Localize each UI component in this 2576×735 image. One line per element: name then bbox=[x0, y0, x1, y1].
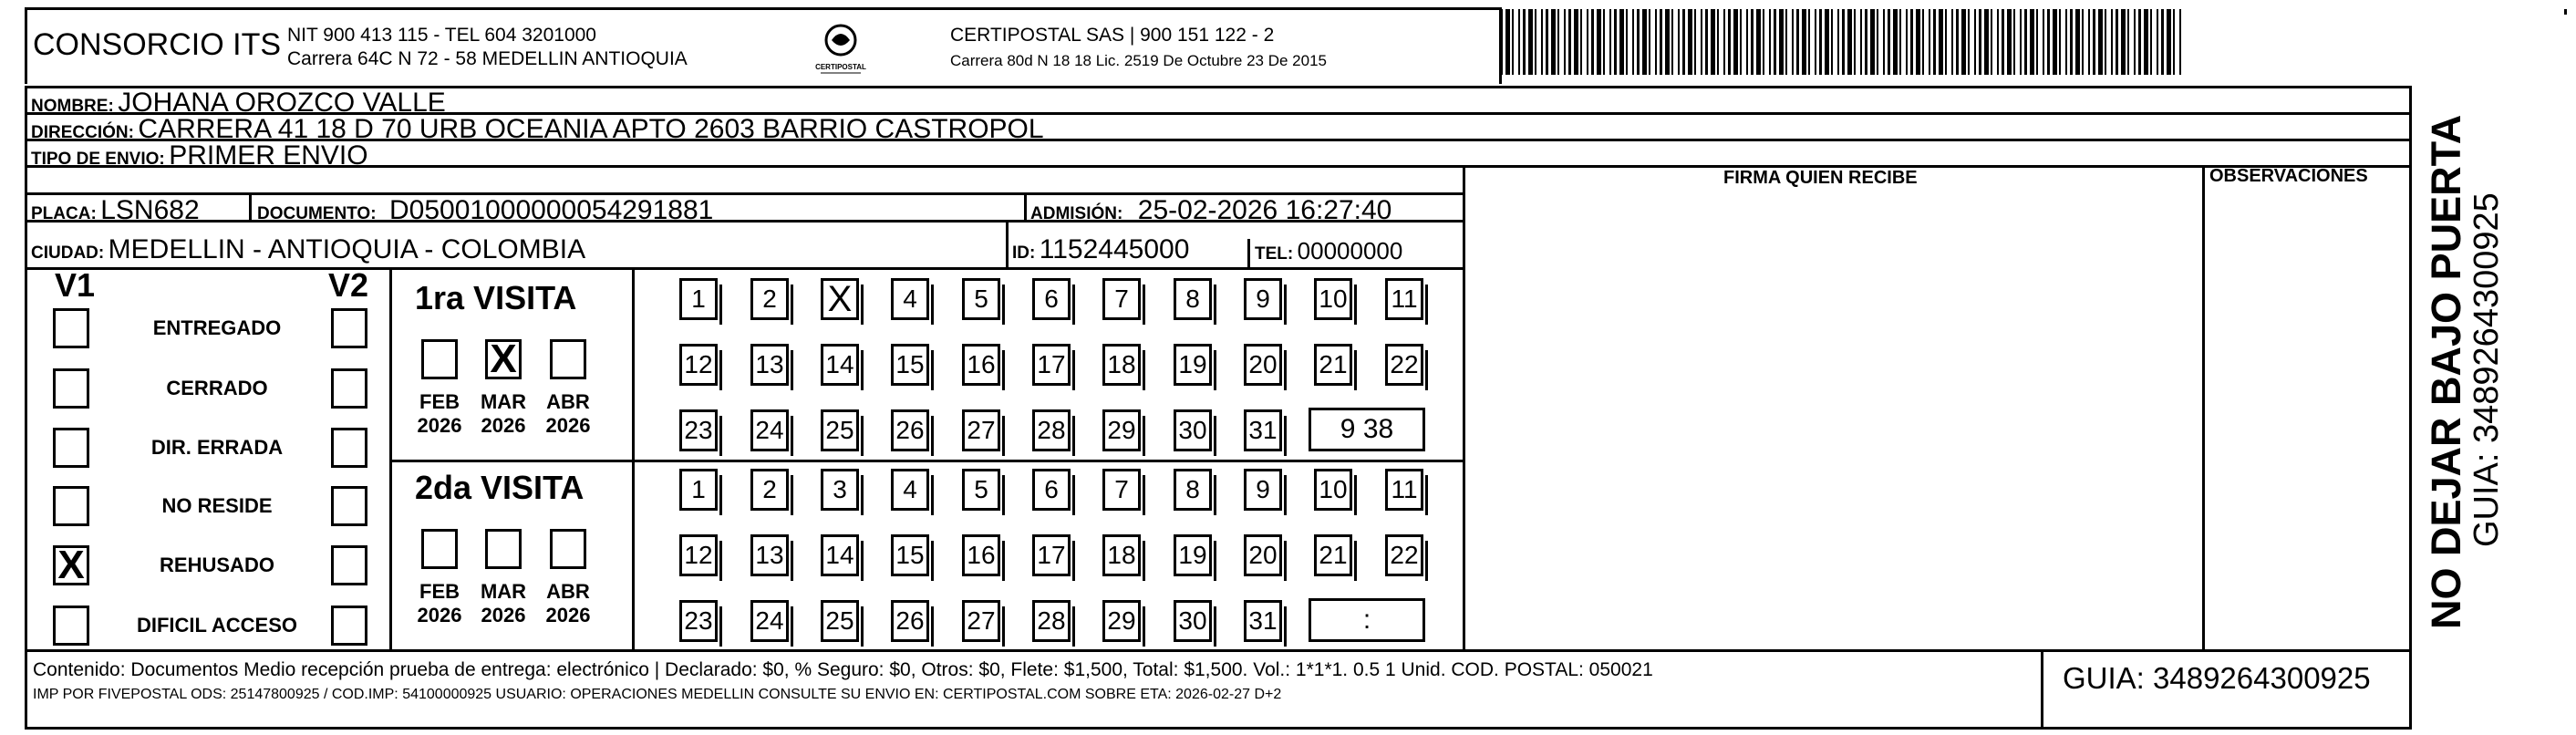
day-box[interactable]: 6 bbox=[1032, 469, 1071, 511]
footer-contenido: Contenido: Documentos Medio recepción prueba de entrega: electrónico | Declarado: $0, % Seguro: $0, Otros: $0, Flete: $1,500, Total: $1,500. Vol.: 1*1*1. 0.5 1 Unid. COD. POSTAL: 050021 bbox=[33, 659, 1653, 680]
status-label: DIR. ERRADA bbox=[150, 436, 284, 459]
day-box[interactable]: 16 bbox=[962, 534, 1000, 576]
day-box[interactable]: 12 bbox=[679, 534, 718, 576]
direccion-field: DIRECCIÓN: CARRERA 41 18 D 70 URB OCEANIA APTO 2603 BARRIO CASTROPOL bbox=[31, 114, 1044, 144]
time-box[interactable]: : bbox=[1309, 598, 1425, 642]
tel-divider bbox=[1247, 239, 1250, 267]
id-divider bbox=[1006, 220, 1009, 267]
day-box[interactable]: 8 bbox=[1174, 278, 1212, 320]
admision-divider bbox=[1024, 192, 1027, 220]
footer-guia-divider bbox=[2041, 649, 2043, 730]
month-checkbox[interactable]: X bbox=[485, 339, 522, 379]
visit-divider bbox=[389, 460, 1465, 462]
v2-checkbox[interactable] bbox=[331, 486, 367, 526]
documento-value: D05001000000054291881 bbox=[389, 195, 714, 225]
obs-divider bbox=[2202, 165, 2205, 652]
day-box[interactable]: 15 bbox=[891, 344, 929, 386]
day-box[interactable]: 19 bbox=[1174, 344, 1212, 386]
day-box[interactable]: 1 bbox=[679, 469, 718, 511]
v1-checkbox[interactable] bbox=[53, 368, 89, 409]
status-label: REHUSADO bbox=[160, 554, 274, 576]
day-box[interactable]: 21 bbox=[1314, 534, 1352, 576]
day-box[interactable]: 3 bbox=[821, 469, 859, 511]
day-box[interactable]: 14 bbox=[821, 534, 859, 576]
month-year: 2026 bbox=[417, 414, 462, 437]
day-box[interactable]: 30 bbox=[1174, 409, 1212, 451]
footer-divider bbox=[25, 649, 2412, 652]
day-box[interactable]: 5 bbox=[962, 278, 1000, 320]
tipo-envio-field: TIPO DE ENVIO: PRIMER ENVIO bbox=[31, 140, 368, 171]
nombre-field: NOMBRE: JOHANA OROZCO VALLE bbox=[31, 88, 446, 118]
month-label: FEB bbox=[419, 580, 460, 603]
main-frame bbox=[25, 86, 2412, 730]
certipostal-address: Carrera 80d N 18 18 Lic. 2519 De Octubre 23 De 2015 bbox=[950, 52, 1327, 69]
footer-guia: GUIA: 3489264300925 bbox=[2063, 661, 2371, 695]
day-box[interactable]: 24 bbox=[750, 600, 789, 642]
day-box[interactable]: 13 bbox=[750, 534, 789, 576]
visit1-title: 1ra VISITA bbox=[415, 279, 577, 316]
month-label: MAR bbox=[480, 580, 527, 603]
month-checkbox[interactable] bbox=[421, 339, 458, 379]
day-box[interactable]: 31 bbox=[1244, 409, 1282, 451]
firma-divider bbox=[1463, 165, 1465, 652]
day-box[interactable]: 23 bbox=[679, 600, 718, 642]
status-divider bbox=[389, 267, 392, 652]
day-box[interactable]: 4 bbox=[891, 278, 929, 320]
month-checkbox[interactable] bbox=[550, 339, 586, 379]
day-box[interactable]: 17 bbox=[1032, 534, 1071, 576]
month-checkbox[interactable] bbox=[421, 529, 458, 569]
month-year: 2026 bbox=[545, 414, 591, 437]
day-box[interactable]: 12 bbox=[679, 344, 718, 386]
month-label: ABR bbox=[546, 580, 590, 603]
day-box[interactable]: 23 bbox=[679, 409, 718, 451]
svg-text:CERTIPOSTAL: CERTIPOSTAL bbox=[815, 63, 866, 71]
day-box[interactable]: 24 bbox=[750, 409, 789, 451]
no-dejar-warning: NO DEJAR BAJO PUERTA bbox=[2423, 114, 2469, 629]
status-label: CERRADO bbox=[166, 377, 268, 399]
month-year: 2026 bbox=[545, 604, 591, 626]
firma-label: FIRMA QUIEN RECIBE bbox=[1723, 168, 1918, 188]
day-box[interactable]: 29 bbox=[1102, 600, 1141, 642]
day-box[interactable]: 22 bbox=[1385, 534, 1423, 576]
day-box[interactable]: 27 bbox=[962, 409, 1000, 451]
day-box[interactable]: 22 bbox=[1385, 344, 1423, 386]
status-label: ENTREGADO bbox=[152, 316, 282, 339]
day-box[interactable]: 6 bbox=[1032, 278, 1071, 320]
id-value: 1152445000 bbox=[1039, 234, 1190, 264]
v2-checkbox[interactable] bbox=[331, 545, 367, 585]
day-box[interactable]: 18 bbox=[1102, 344, 1141, 386]
month-label: MAR bbox=[480, 390, 527, 413]
placa-field: PLACA: LSN682 bbox=[31, 195, 200, 225]
day-box[interactable]: 9 bbox=[1244, 278, 1282, 320]
certipostal-logo bbox=[812, 20, 870, 77]
day-box[interactable]: 2 bbox=[750, 469, 789, 511]
placa-divider bbox=[249, 192, 252, 220]
v1-checkbox[interactable] bbox=[53, 486, 89, 526]
day-box[interactable]: 18 bbox=[1102, 534, 1141, 576]
row-divider bbox=[25, 165, 2412, 168]
admision-field: ADMISIÓN: 25-02-2026 16:27:40 bbox=[1030, 195, 1392, 225]
v1-checkbox[interactable] bbox=[53, 428, 89, 468]
certipostal-info: CERTIPOSTAL SAS | 900 151 122 - 2 bbox=[950, 25, 1275, 46]
v2-checkbox[interactable] bbox=[331, 308, 367, 348]
day-box[interactable]: 7 bbox=[1102, 469, 1141, 511]
month-checkbox[interactable] bbox=[485, 529, 522, 569]
side-guia: GUIA: 3489264300925 bbox=[2467, 192, 2506, 547]
company-name: CONSORCIO ITS bbox=[33, 27, 282, 62]
month-label: ABR bbox=[546, 390, 590, 413]
day-box[interactable]: X bbox=[821, 278, 859, 320]
status-label: DIFICIL ACCESO bbox=[136, 614, 297, 637]
day-box[interactable]: 26 bbox=[891, 600, 929, 642]
day-box[interactable]: 25 bbox=[821, 409, 859, 451]
v1-label: V1 bbox=[55, 266, 96, 304]
tipo-envio-value: PRIMER ENVIO bbox=[169, 140, 368, 171]
row-divider bbox=[25, 267, 1465, 270]
day-box[interactable]: 4 bbox=[891, 469, 929, 511]
day-box[interactable]: 10 bbox=[1314, 469, 1352, 511]
tel-value: 00000000 bbox=[1297, 237, 1403, 264]
day-box[interactable]: 5 bbox=[962, 469, 1000, 511]
day-box[interactable]: 13 bbox=[750, 344, 789, 386]
logo-icon bbox=[812, 20, 870, 77]
day-box[interactable]: 11 bbox=[1385, 469, 1423, 511]
month-year: 2026 bbox=[481, 604, 526, 626]
day-box[interactable]: 20 bbox=[1244, 344, 1282, 386]
id-field: ID: 1152445000 bbox=[1012, 234, 1190, 264]
v2-label: V2 bbox=[328, 266, 369, 304]
day-box[interactable]: 10 bbox=[1314, 278, 1352, 320]
day-box[interactable]: 11 bbox=[1385, 278, 1423, 320]
barcode bbox=[1500, 9, 2184, 75]
month-checkbox[interactable] bbox=[550, 529, 586, 569]
admision-value: 25-02-2026 16:27:40 bbox=[1137, 195, 1392, 225]
month-divider bbox=[632, 267, 635, 652]
month-year: 2026 bbox=[417, 604, 462, 626]
day-box[interactable]: 16 bbox=[962, 344, 1000, 386]
v1-checkbox[interactable] bbox=[53, 308, 89, 348]
day-box[interactable]: 29 bbox=[1102, 409, 1141, 451]
observaciones-label: OBSERVACIONES bbox=[2209, 166, 2368, 186]
v2-checkbox[interactable] bbox=[331, 428, 367, 468]
day-box[interactable]: 9 bbox=[1244, 469, 1282, 511]
day-box[interactable]: 26 bbox=[891, 409, 929, 451]
ciudad-field: CIUDAD: MEDELLIN - ANTIOQUIA - COLOMBIA bbox=[31, 234, 586, 264]
day-box[interactable]: 27 bbox=[962, 600, 1000, 642]
visit2-title: 2da VISITA bbox=[415, 469, 585, 506]
day-box[interactable]: 28 bbox=[1032, 409, 1071, 451]
day-box[interactable]: 25 bbox=[821, 600, 859, 642]
v2-checkbox[interactable] bbox=[331, 606, 367, 646]
day-box[interactable]: 31 bbox=[1244, 600, 1282, 642]
month-year: 2026 bbox=[481, 414, 526, 437]
footer-imp: IMP POR FIVEPOSTAL ODS: 25147800925 / COD.IMP: 54100000925 USUARIO: OPERACIONES MEDELLIN CONSULTE SU ENVIO EN: CERTIPOSTAL.COM SOBRE ETA: 2026-02-27 D+2 bbox=[33, 687, 1282, 702]
direccion-value: CARRERA 41 18 D 70 URB OCEANIA APTO 2603 BARRIO CASTROPOL bbox=[138, 114, 1044, 144]
company-nit: NIT 900 413 115 - TEL 604 3201000 bbox=[287, 25, 596, 46]
corner-mark bbox=[2564, 9, 2567, 15]
day-box[interactable]: 7 bbox=[1102, 278, 1141, 320]
month-label: FEB bbox=[419, 390, 460, 413]
company-address: Carrera 64C N 72 - 58 MEDELLIN ANTIOQUIA bbox=[287, 48, 688, 69]
day-box[interactable]: 30 bbox=[1174, 600, 1212, 642]
v1-checkbox[interactable]: X bbox=[53, 545, 89, 585]
day-box[interactable]: 1 bbox=[679, 278, 718, 320]
day-box[interactable]: 15 bbox=[891, 534, 929, 576]
placa-value: LSN682 bbox=[100, 195, 200, 225]
day-box[interactable]: 14 bbox=[821, 344, 859, 386]
tel-field: TEL: 00000000 bbox=[1255, 237, 1403, 264]
day-box[interactable]: 2 bbox=[750, 278, 789, 320]
time-box[interactable]: 9 38 bbox=[1309, 408, 1425, 451]
v1-checkbox[interactable] bbox=[53, 606, 89, 646]
documento-field: DOCUMENTO: D05001000000054291881 bbox=[257, 195, 714, 225]
day-box[interactable]: 8 bbox=[1174, 469, 1212, 511]
ciudad-value: MEDELLIN - ANTIOQUIA - COLOMBIA bbox=[108, 234, 586, 264]
v2-checkbox[interactable] bbox=[331, 368, 367, 409]
day-box[interactable]: 17 bbox=[1032, 344, 1071, 386]
status-label: NO RESIDE bbox=[161, 494, 273, 517]
nombre-value: JOHANA OROZCO VALLE bbox=[118, 88, 446, 118]
day-box[interactable]: 20 bbox=[1244, 534, 1282, 576]
day-box[interactable]: 28 bbox=[1032, 600, 1071, 642]
day-box[interactable]: 21 bbox=[1314, 344, 1352, 386]
day-box[interactable]: 19 bbox=[1174, 534, 1212, 576]
